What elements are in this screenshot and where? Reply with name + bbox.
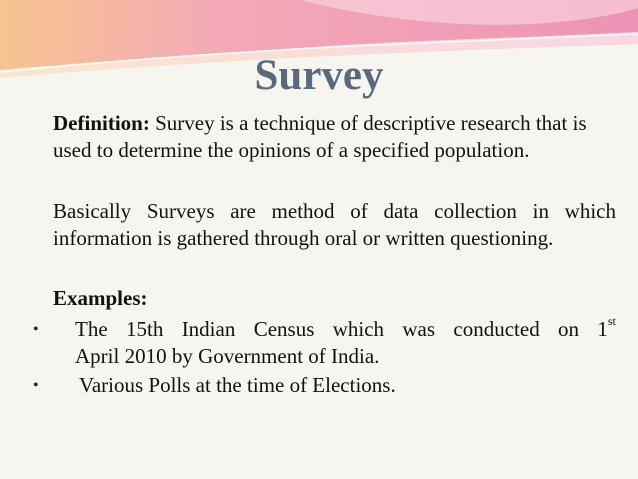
bullet-icon: • (33, 321, 39, 338)
definition-text: Survey is a technique of descriptive research that is used to determine the opinions of a specified population. (53, 111, 587, 162)
surveys-paragraph: Basically Surveys are method of data collection in which information is gathered through oral or written questioning. (53, 199, 616, 250)
bullet-icon: • (33, 377, 39, 394)
ordinal-suffix: st (607, 314, 616, 328)
census-line-2: April 2010 by Government of India. (75, 344, 380, 368)
examples-heading: Examples: (53, 286, 148, 310)
example-item-polls: Various Polls at the time of Elections. (79, 373, 396, 397)
slide-title: Survey (254, 52, 384, 99)
definition-label: Definition: (53, 111, 150, 135)
definition-paragraph (53, 110, 618, 164)
example-item-census: The 15th Indian Census which was conducted on 1st April 2010 by Government of India. (75, 314, 616, 368)
